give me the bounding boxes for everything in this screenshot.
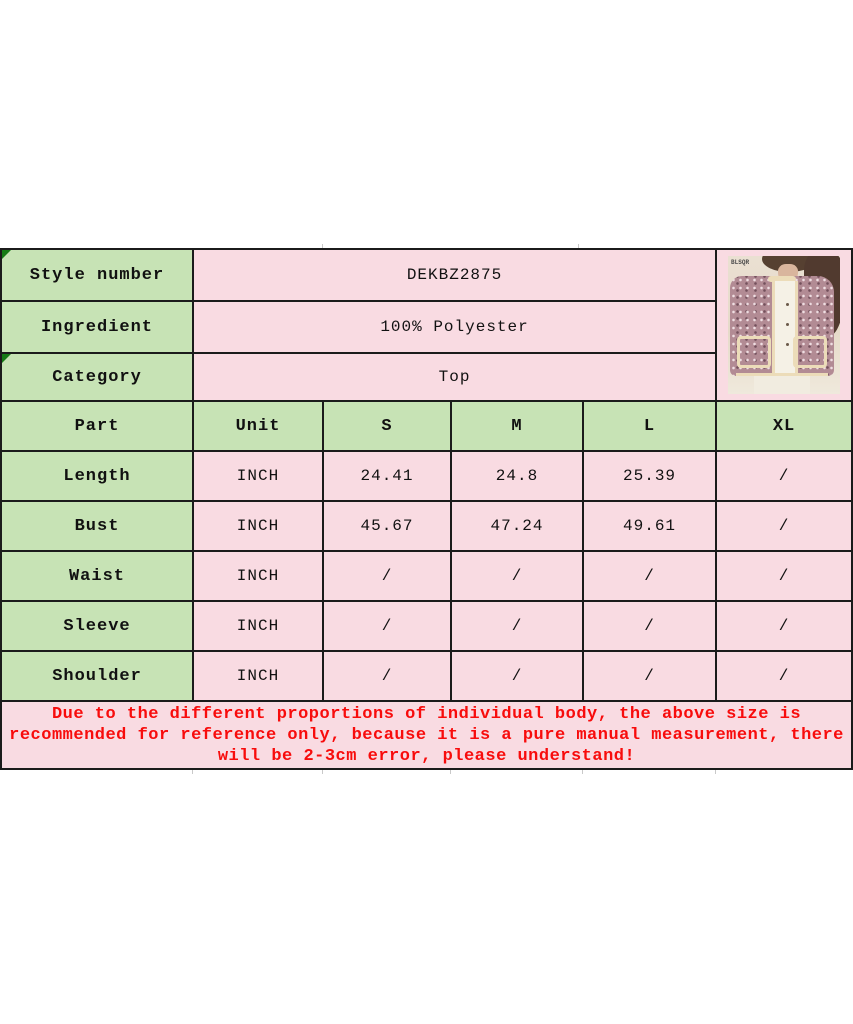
header-size-xl: XL — [716, 401, 852, 451]
size-chart-table — [0, 248, 853, 770]
shirt-button — [786, 323, 789, 326]
disclaimer-cell — [1, 701, 852, 769]
ingredient-value: 100% Polyester — [380, 318, 529, 336]
jacket — [730, 276, 834, 376]
disclaimer-line: will be 2-3cm error, please understand! — [217, 746, 636, 766]
sleeve-xl-cell: / — [716, 601, 852, 651]
bust-l-cell: 49.61 — [583, 501, 716, 551]
shoulder-s-cell: / — [323, 651, 451, 701]
length-m-cell: 24.8 — [451, 451, 583, 501]
ingredient-label: Ingredient — [40, 317, 154, 337]
waist-l-cell: / — [583, 551, 716, 601]
jacket-pocket — [737, 336, 771, 368]
gridline-tick — [715, 770, 716, 774]
sleeve-m-cell: / — [451, 601, 583, 651]
length-l-cell: 25.39 — [583, 451, 716, 501]
length-s-cell: 24.41 — [323, 451, 451, 501]
shirt-button — [786, 303, 789, 306]
disclaimer-line: Due to the different proportions of individual body, the above size is — [51, 704, 802, 724]
length-part-cell: Length — [1, 451, 193, 501]
jacket-pocket — [793, 336, 827, 368]
category-label-cell — [1, 353, 193, 401]
waist-xl-cell: / — [716, 551, 852, 601]
product-photo — [728, 256, 840, 394]
style-number-label-cell — [1, 249, 193, 301]
header-part: Part — [1, 401, 193, 451]
waist-s-cell: / — [323, 551, 451, 601]
header-size-l: L — [583, 401, 716, 451]
shoulder-m-cell: / — [451, 651, 583, 701]
length-unit-cell: INCH — [193, 451, 323, 501]
gridline-tick — [322, 770, 323, 774]
table-row-waist — [1, 551, 852, 601]
gridline-tick — [192, 770, 193, 774]
style-number-label: Style number — [29, 265, 165, 285]
bust-part-cell: Bust — [1, 501, 193, 551]
cell-corner-marker — [2, 354, 11, 363]
sleeve-s-cell: / — [323, 601, 451, 651]
disclaimer-line: recommended for reference only, because it is a pure manual measurement, there — [9, 725, 844, 745]
shoulder-unit-cell: INCH — [193, 651, 323, 701]
sleeve-l-cell: / — [583, 601, 716, 651]
shirt-button — [786, 343, 789, 346]
waist-m-cell: / — [451, 551, 583, 601]
category-label: Category — [52, 367, 142, 387]
jacket-hem-trim — [736, 373, 828, 376]
category-value: Top — [438, 368, 471, 386]
cell-corner-marker — [2, 250, 11, 259]
table-row-shoulder — [1, 651, 852, 701]
bust-unit-cell: INCH — [193, 501, 323, 551]
header-unit: Unit — [193, 401, 323, 451]
ingredient-value-cell — [193, 301, 716, 353]
table-row-sleeve — [1, 601, 852, 651]
photo-watermark: BLSQR — [731, 259, 750, 266]
style-number-value-cell — [193, 249, 716, 301]
gridline-tick — [582, 770, 583, 774]
bust-m-cell: 47.24 — [451, 501, 583, 551]
style-number-value: DEKBZ2875 — [406, 266, 503, 284]
ingredient-label-cell — [1, 301, 193, 353]
model-pants — [754, 376, 810, 394]
header-size-m: M — [451, 401, 583, 451]
waist-part-cell: Waist — [1, 551, 193, 601]
table-row-length — [1, 451, 852, 501]
sleeve-unit-cell: INCH — [193, 601, 323, 651]
sleeve-part-cell: Sleeve — [1, 601, 193, 651]
bust-xl-cell: / — [716, 501, 852, 551]
length-xl-cell: / — [716, 451, 852, 501]
category-value-cell — [193, 353, 716, 401]
shoulder-l-cell: / — [583, 651, 716, 701]
product-photo-cell — [716, 249, 852, 401]
shoulder-part-cell: Shoulder — [1, 651, 193, 701]
waist-unit-cell: INCH — [193, 551, 323, 601]
header-size-s: S — [323, 401, 451, 451]
shoulder-xl-cell: / — [716, 651, 852, 701]
table-row-bust — [1, 501, 852, 551]
bust-s-cell: 45.67 — [323, 501, 451, 551]
gridline-tick — [450, 770, 451, 774]
